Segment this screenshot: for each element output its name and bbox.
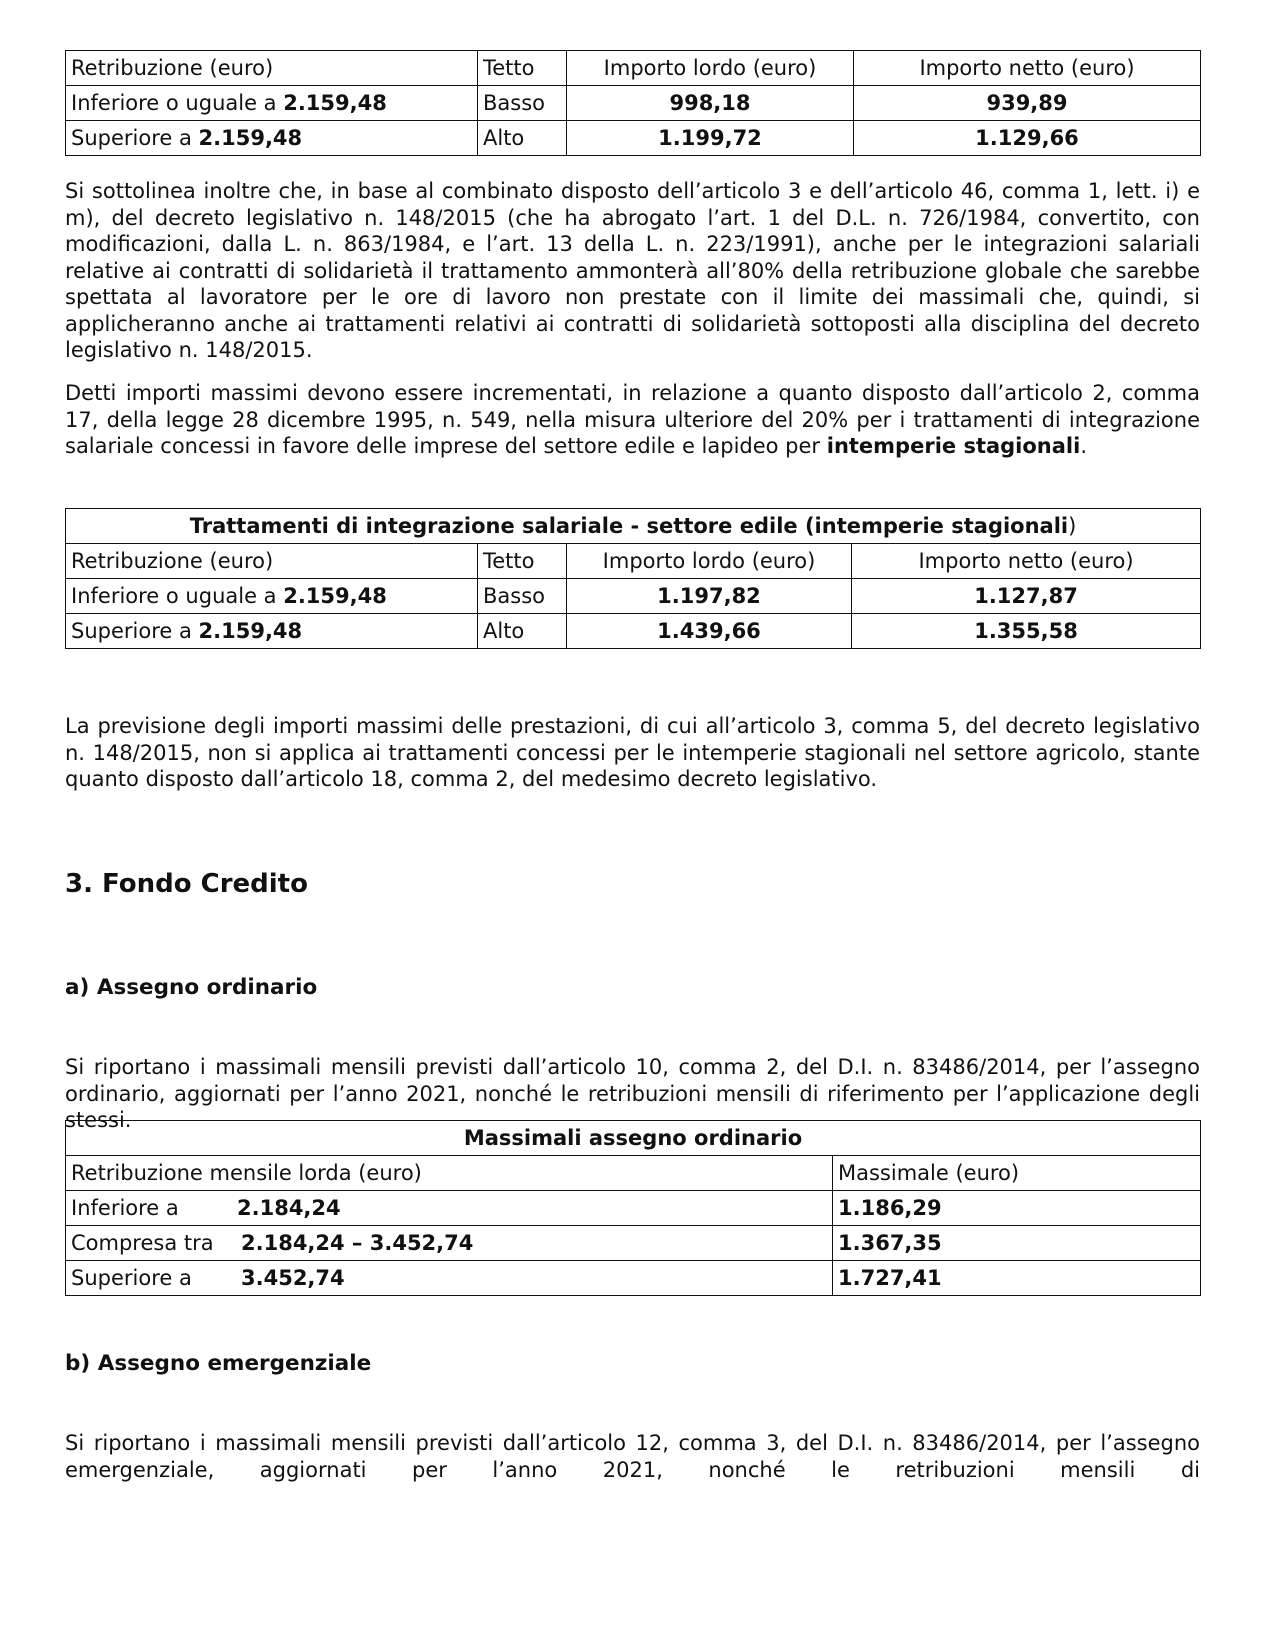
header-retribuzione: Retribuzione (euro) bbox=[66, 51, 478, 86]
paragraph-massimali-emergenziale: Si riportano i massimali mensili previsti dall’articolo 12, comma 3, del D.I. n. 83486/2014, per l’assegno emergenziale, aggiornati per l’anno 2021, nonché le retribuzioni mensili di bbox=[65, 1431, 1200, 1482]
row-retribuzione: Superiore a 2.159,48 bbox=[66, 614, 478, 649]
table-row bbox=[66, 1226, 1201, 1261]
row-tetto: Alto bbox=[478, 121, 567, 156]
table-header-row bbox=[66, 51, 1201, 86]
paragraph-massimali-ordinario: Si riportano i massimali mensili previsti dall’articolo 10, comma 2, del D.I. n. 83486/2014, per l’assegno ordinario, aggiornati per l’anno 2021, nonché le retribuzioni mensili di riferimento per l’applicazione degli stessi. bbox=[65, 1055, 1200, 1132]
section-title-fondo-credito: 3. Fondo Credito bbox=[65, 869, 308, 899]
row-netto: 1.127,87 bbox=[852, 579, 1201, 614]
row-tetto: Alto bbox=[478, 614, 567, 649]
header-massimale: Massimale (euro) bbox=[833, 1156, 1201, 1191]
table-title-row bbox=[66, 509, 1201, 544]
row-lordo: 998,18 bbox=[567, 86, 854, 121]
header-tetto: Tetto bbox=[478, 544, 567, 579]
header-importo-lordo: Importo lordo (euro) bbox=[567, 51, 854, 86]
row-retribuzione: Inferiore o uguale a 2.159,48 bbox=[66, 579, 478, 614]
table-title-row bbox=[66, 1121, 1201, 1156]
table-row bbox=[66, 86, 1201, 121]
row-massimale: 1.367,35 bbox=[833, 1226, 1201, 1261]
table-title: Trattamenti di integrazione salariale - settore edile (intemperie stagionali) bbox=[66, 509, 1201, 544]
row-retribuzione: Compresa tra 2.184,24 – 3.452,74 bbox=[66, 1226, 833, 1261]
row-tetto: Basso bbox=[478, 86, 567, 121]
row-lordo: 1.439,66 bbox=[567, 614, 852, 649]
header-retribuzione: Retribuzione (euro) bbox=[66, 544, 478, 579]
table-header-row bbox=[66, 1156, 1201, 1191]
table-row bbox=[66, 614, 1201, 649]
table-cig-ordinaria bbox=[65, 50, 1201, 156]
paragraph-incremento: Detti importi massimi devono essere incrementati, in relazione a quanto disposto dall’articolo 2, comma 17, della legge 28 dicembre 1995, n. 549, nella misura ulteriore del 20% per i trattamenti di integrazione salariale concessi in favore delle imprese del settore edile e lapideo per intemperie stagionali. bbox=[65, 381, 1200, 458]
table-row bbox=[66, 121, 1201, 156]
row-massimale: 1.727,41 bbox=[833, 1261, 1201, 1296]
table-header-row bbox=[66, 544, 1201, 579]
table-massimali-ordinario bbox=[65, 1120, 1201, 1296]
table-row bbox=[66, 1191, 1201, 1226]
subsection-title-assegno-ordinario: a) Assegno ordinario bbox=[65, 975, 318, 1000]
header-retribuzione-mensile: Retribuzione mensile lorda (euro) bbox=[66, 1156, 833, 1191]
row-retribuzione: Inferiore a 2.184,24 bbox=[66, 1191, 833, 1226]
row-netto: 1.355,58 bbox=[852, 614, 1201, 649]
row-netto: 939,89 bbox=[854, 86, 1201, 121]
table-row bbox=[66, 1261, 1201, 1296]
row-netto: 1.129,66 bbox=[854, 121, 1201, 156]
paragraph-solidarieta: Si sottolinea inoltre che, in base al combinato disposto dell’articolo 3 e dell’articolo 46, comma 1, lett. i) e m), del decreto legislativo n. 148/2015 (che ha abrogato l’art. 1 del D.L. n. 726/1984, convertito, con modificazioni, dalla L. n. 863/1984, e l’art. 13 della L. n. 223/1991), anche per le integrazioni salariali relative ai contratti di solidarietà il trattamento ammonterà all’80% della retribuzione globale che sarebbe spettata al lavoratore per le ore di lavoro non prestate con il limite dei massimali che, quindi, si applicheranno anche ai trattamenti relativi ai contratti di solidarietà sottoposti alla disciplina del decreto legislativo n. 148/2015. bbox=[65, 179, 1200, 362]
subsection-title-assegno-emergenziale: b) Assegno emergenziale bbox=[65, 1351, 372, 1376]
row-retribuzione: Inferiore o uguale a 2.159,48 bbox=[66, 86, 478, 121]
row-lordo: 1.197,82 bbox=[567, 579, 852, 614]
header-importo-netto: Importo netto (euro) bbox=[854, 51, 1201, 86]
paragraph-settore-agricolo: La previsione degli importi massimi delle prestazioni, di cui all’articolo 3, comma 5, del decreto legislativo n. 148/2015, non si applica ai trattamenti concessi per le intemperie stagionali nel settore agricolo, stante quanto disposto dall’articolo 18, comma 2, del medesimo decreto legislativo. bbox=[65, 714, 1200, 791]
table-row bbox=[66, 579, 1201, 614]
table-settore-edile bbox=[65, 508, 1201, 649]
row-retribuzione: Superiore a 3.452,74 bbox=[66, 1261, 833, 1296]
row-lordo: 1.199,72 bbox=[567, 121, 854, 156]
row-tetto: Basso bbox=[478, 579, 567, 614]
row-massimale: 1.186,29 bbox=[833, 1191, 1201, 1226]
table-title: Massimali assegno ordinario bbox=[66, 1121, 1201, 1156]
row-retribuzione: Superiore a 2.159,48 bbox=[66, 121, 478, 156]
header-tetto: Tetto bbox=[478, 51, 567, 86]
header-importo-lordo: Importo lordo (euro) bbox=[567, 544, 852, 579]
header-importo-netto: Importo netto (euro) bbox=[852, 544, 1201, 579]
